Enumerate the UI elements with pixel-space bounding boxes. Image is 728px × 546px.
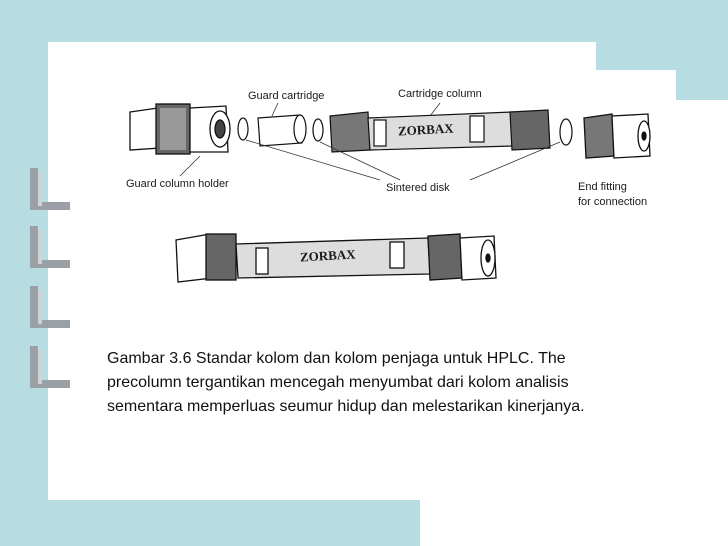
sintered-disk-1 <box>238 118 248 140</box>
label-end-fitting-line2: for connection <box>578 196 648 208</box>
guard-column-holder <box>130 104 230 154</box>
label-sintered-disk: Sintered disk <box>386 182 450 194</box>
brand-text-bottom: ZORBAX <box>299 246 356 265</box>
label-guard-cartridge: Guard cartridge <box>248 90 325 102</box>
caption-line-2: precolumn tergantikan mencegah menyumbat dari kolom analisis <box>107 374 569 391</box>
sintered-disk-2 <box>313 119 323 141</box>
label-cartridge-column: Cartridge column <box>398 88 482 100</box>
caption-line-1: Gambar 3.6 Standar kolom dan kolom penjaga untuk HPLC. The <box>107 350 566 367</box>
label-end-fitting-line1: End fitting <box>578 181 627 193</box>
end-fitting <box>584 114 650 158</box>
label-guard-column-holder: Guard column holder <box>126 178 229 190</box>
figure-caption <box>107 347 667 419</box>
guard-cartridge <box>258 115 306 146</box>
brand-text-top: ZORBAX <box>397 120 454 139</box>
sintered-disk-3 <box>560 119 572 145</box>
caption-line-3: sementara memperluas seumur hidup dan melestarikan kinerjanya. <box>107 398 585 415</box>
